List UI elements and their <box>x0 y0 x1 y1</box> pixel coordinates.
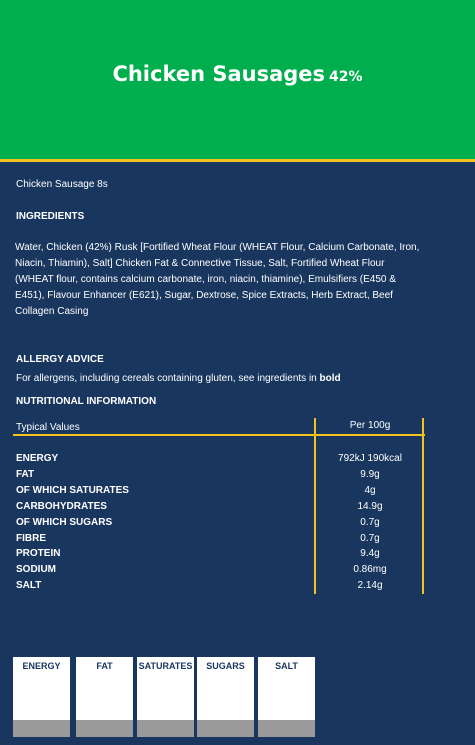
gda-box-saturates <box>137 657 194 737</box>
gda-footer <box>13 720 70 737</box>
allergy-text-bold: bold <box>319 373 341 384</box>
ingredients-heading: INGREDIENTS <box>16 211 85 222</box>
table-row-label: ENERGY <box>16 453 59 464</box>
allergy-text <box>16 371 341 387</box>
table-row-value: 14.9g <box>357 501 383 512</box>
gda-box-salt <box>258 657 315 737</box>
table-row-value: 9.4g <box>360 548 380 559</box>
allergy-text-main: For allergens, including cereals containing gluten, see ingredients in <box>16 373 320 384</box>
gda-footer <box>197 720 254 737</box>
table-row-label: OF WHICH SATURATES <box>16 485 129 496</box>
gda-footer <box>137 720 194 737</box>
allergy-heading: ALLERGY ADVICE <box>16 354 104 365</box>
table-row-label: SALT <box>16 580 42 591</box>
gda-label: SUGARS <box>206 661 245 671</box>
header-divider <box>0 159 475 162</box>
product-title-text: Chicken Sausages <box>112 62 326 86</box>
product-title-percent: 42% <box>329 69 363 85</box>
table-row-value: 0.7g <box>360 533 380 544</box>
table-row-value: 0.7g <box>360 517 380 528</box>
per-100g-label: Per 100g <box>349 420 391 431</box>
gda-label: FAT <box>96 661 113 671</box>
product-name: Chicken Sausage 8s <box>16 179 108 190</box>
gda-box-energy <box>13 657 70 737</box>
typical-values-label: Typical Values <box>16 422 80 433</box>
table-row-label: SODIUM <box>16 564 56 575</box>
table-row-value: 0.86mg <box>353 564 387 575</box>
table-row-label: CARBOHYDRATES <box>16 501 107 512</box>
table-row-value: 4g <box>364 485 376 496</box>
table-row-value: 2.14g <box>357 580 383 591</box>
table-row-value: 9.9g <box>360 469 380 480</box>
table-row-value: 792kJ 190kcal <box>338 453 402 464</box>
gda-box-fat <box>76 657 133 737</box>
gda-box-sugars <box>197 657 254 737</box>
table-row-label: OF WHICH SUGARS <box>16 517 113 528</box>
gda-label: SALT <box>275 661 298 671</box>
ingredients-text: Water, Chicken (42%) Rusk [Fortified Wheat Flour (WHEAT Flour, Calcium Carbonate, Iron, Niacin, Thiamin), Salt] Chicken Fat & Connective Tissue, Salt, Fortified Wheat Flour (WHEAT flour, contains calcium carbonate, iron, niacin, thiamine), Emulsifiers (E450 & E451), Flavour Enhancer (E621), Sugar, Dextrose, Spice Extracts, Herb Extract, Beef Collagen Casing <box>15 242 420 317</box>
table-row-label: FAT <box>16 469 35 480</box>
nutrition-heading: NUTRITIONAL INFORMATION <box>16 396 157 407</box>
product-title <box>0 62 475 86</box>
gda-label: SATURATES <box>138 661 193 671</box>
gda-label: ENERGY <box>22 661 61 671</box>
gda-footer <box>258 720 315 737</box>
table-row-label: FIBRE <box>16 533 46 544</box>
gda-footer <box>76 720 133 737</box>
table-row-label: PROTEIN <box>16 548 61 559</box>
